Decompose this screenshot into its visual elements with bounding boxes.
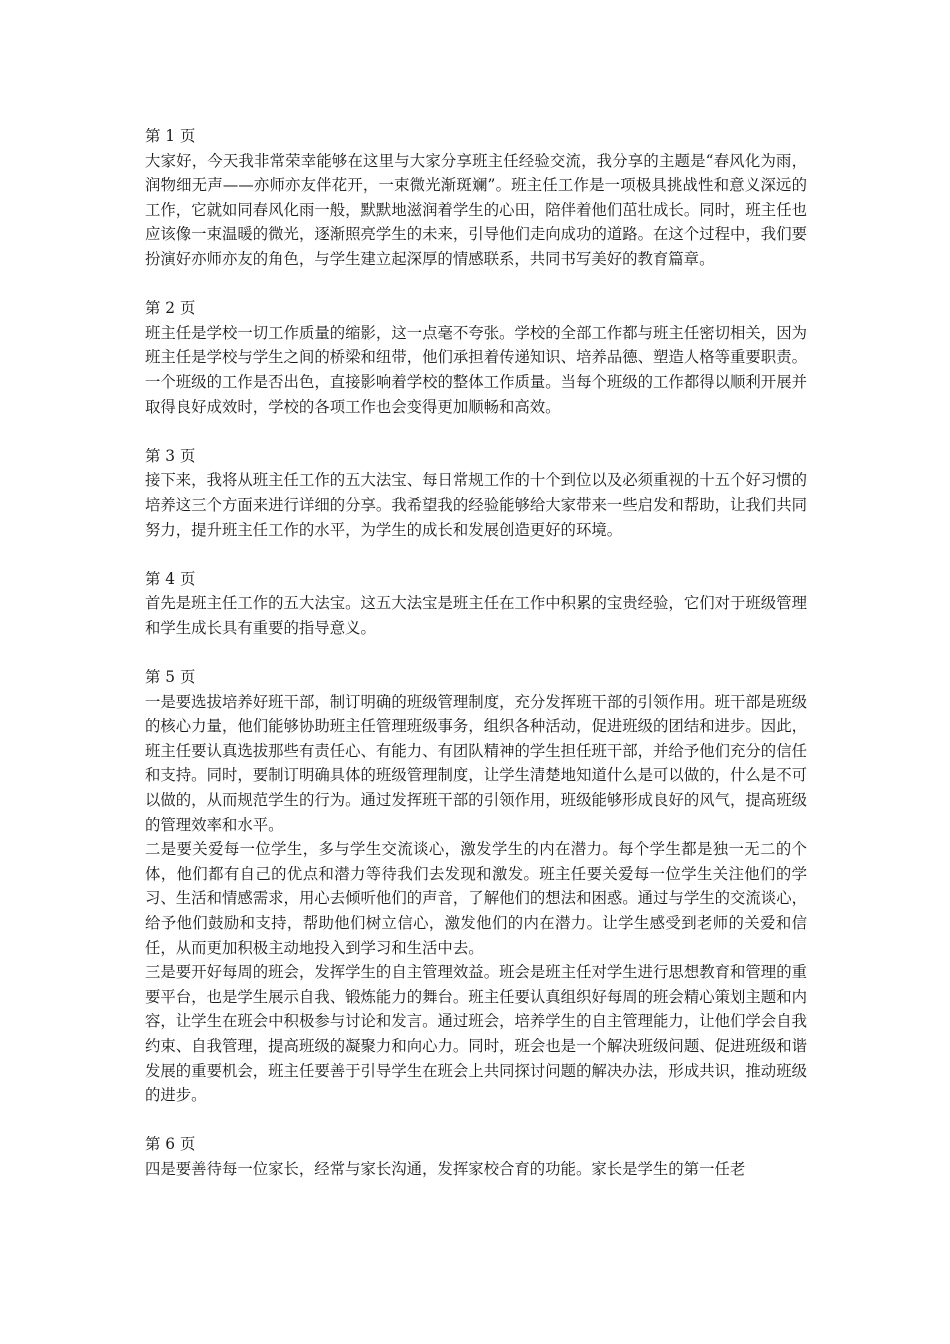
paragraph: 接下来，我将从班主任工作的五大法宝、每日常规工作的十个到位以及必须重视的十五个好习惯的培养这三个方面来进行详细的分享。我希望我的经验能够给大家带来一些启发和帮助，让我们共同努力，提升班主任工作的水平，为学生的成长和发展创造更好的环境。	[145, 471, 807, 539]
page-section-5	[145, 665, 807, 1108]
page-heading: 第 3 页	[145, 446, 196, 465]
page-section-4	[145, 567, 807, 641]
paragraph: 一是要选拔培养好班干部，制订明确的班级管理制度，充分发挥班干部的引领作用。班干部是班级的核心力量，他们能够协助班主任管理班级事务，组织各种活动，促进班级的团结和进步。因此，班主任要认真选拔那些有责任心、有能力、有团队精神的学生担任班干部，并给予他们充分的信任和支持。同时，要制订明确具体的班级管理制度，让学生清楚地知道什么是可以做的，什么是不可以做的，从而规范学生的行为。通过发挥班干部的引领作用，班级能够形成良好的风气，提高班级的管理效率和水平。	[145, 692, 807, 834]
paragraph: 首先是班主任工作的五大法宝。这五大法宝是班主任在工作中积累的宝贵经验，它们对于班级管理和学生成长具有重要的指导意义。	[145, 594, 807, 637]
document-body	[145, 124, 807, 1206]
page-heading: 第 4 页	[145, 569, 196, 588]
paragraph: 三是要开好每周的班会，发挥学生的自主管理效益。班会是班主任对学生进行思想教育和管理的重要平台，也是学生展示自我、锻炼能力的舞台。班主任要认真组织好每周的班会精心策划主题和内容，让学生在班会中积极参与讨论和发言。通过班会，培养学生的自主管理能力，让他们学会自我约束、自我管理，提高班级的凝聚力和向心力。同时，班会也是一个解决班级问题、促进班级和谐发展的重要机会，班主任要善于引导学生在班会上共同探讨问题的解决办法，形成共识，推动班级的进步。	[145, 963, 807, 1105]
paragraph: 二是要关爱每一位学生，多与学生交流谈心，激发学生的内在潜力。每个学生都是独一无二的个体，他们都有自己的优点和潜力等待我们去发现和激发。班主任要关爱每一位学生关注他们的学习、生活和情感需求，用心去倾听他们的声音，了解他们的想法和困惑。通过与学生的交流谈心，给予他们鼓励和支持，帮助他们树立信心，激发他们的内在潜力。让学生感受到老师的关爱和信任，从而更加积极主动地投入到学习和生活中去。	[145, 840, 807, 957]
paragraph: 四是要善待每一位家长，经常与家长沟通，发挥家校合育的功能。家长是学生的第一任老	[145, 1159, 746, 1178]
paragraph: 班主任是学校一切工作质量的缩影，这一点毫不夸张。学校的全部工作都与班主任密切相关，因为班主任是学校与学生之间的桥梁和纽带，他们承担着传递知识、培养品德、塑造人格等重要职责。一个班级的工作是否出色，直接影响着学校的整体工作质量。当每个班级的工作都得以顺利开展并取得良好成效时，学校的各项工作也会变得更加顺畅和高效。	[145, 323, 807, 416]
page-heading: 第 6 页	[145, 1135, 196, 1154]
page-heading: 第 2 页	[145, 299, 196, 318]
paragraph: 大家好，今天我非常荣幸能够在这里与大家分享班主任经验交流，我分享的主题是“春风化为雨，润物细无声——亦师亦友伴花开，一束微光渐斑斓”。班主任工作是一项极具挑战性和意义深远的工作，它就如同春风化雨一般，默默地滋润着学生的心田，陪伴着他们茁壮成长。同时，班主任也应该像一束温暖的微光，逐渐照亮学生的未来，引导他们走向成功的道路。在这个过程中，我们要扮演好亦师亦友的角色，与学生建立起深厚的情感联系，共同书写美好的教育篇章。	[145, 151, 807, 268]
page-section-1	[145, 124, 807, 272]
page-section-2	[145, 296, 807, 419]
page-section-6	[145, 1132, 807, 1181]
page-section-3	[145, 444, 807, 542]
page-heading: 第 1 页	[145, 127, 196, 145]
page-heading: 第 5 页	[145, 668, 196, 687]
